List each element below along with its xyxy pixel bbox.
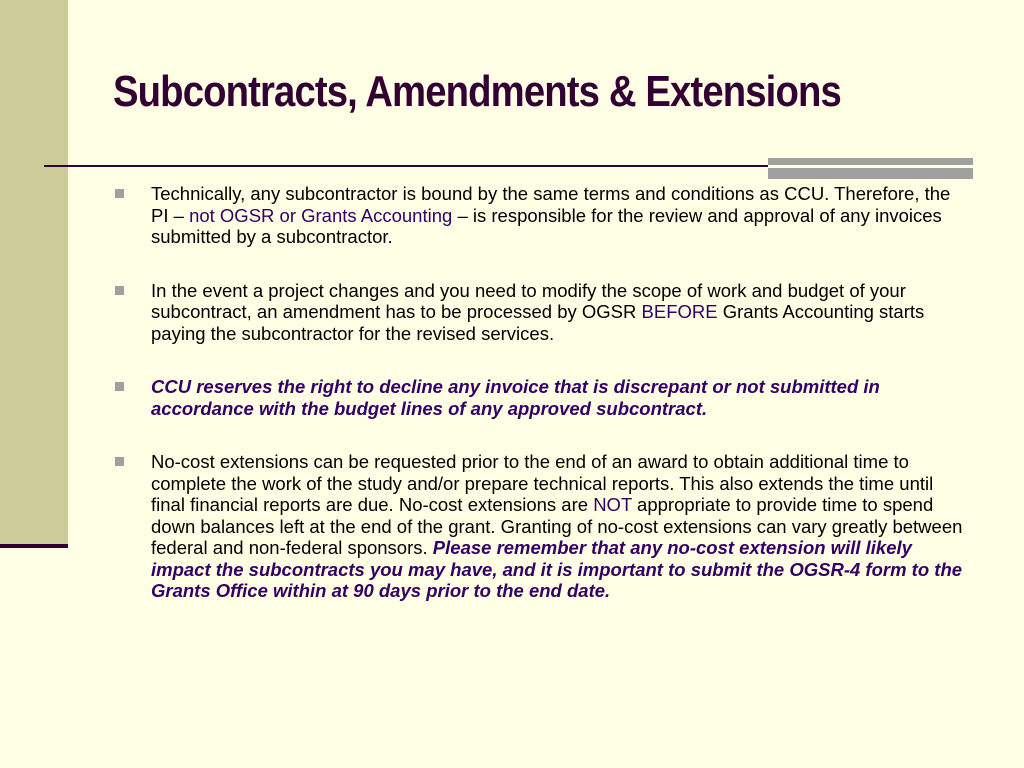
bullet-highlight: NOT — [593, 494, 632, 515]
bullet-item-no-cost-extensions — [113, 451, 963, 602]
bullet-item-amendment — [113, 280, 963, 345]
bullet-highlight: Please remember that any no-cost extension will likely impact the subcontracts you may have, and it is important to submit the OGSR-4 form to the Grants Office within at 90 days prior to the end date. — [151, 537, 963, 601]
bullet-highlight: not OGSR or Grants Accounting — [189, 204, 453, 226]
square-bullet-icon — [115, 286, 124, 295]
square-bullet-icon — [115, 457, 124, 466]
left-bar-underline — [0, 544, 68, 548]
bullet-text: Grants Accounting starts paying the subcontractor for the revised services. — [151, 301, 925, 344]
bullet-text: Technically, any subcontractor is bound by the same terms and conditions as CCU. Therefore, the PI – — [151, 183, 951, 226]
bullet-item-pi-responsibility — [113, 183, 963, 248]
bullet-highlight: BEFORE — [641, 301, 718, 322]
bullet-text: – is responsible for the review and approval of any invoices submitted by a subcontractor. — [151, 204, 942, 247]
bullet-text: No-cost extensions can be requested prior to the end of an award to obtain additional time to complete the work of the study and/or prepare technical reports. This also extends the time until final financial reports are due. No-cost extensions are — [151, 451, 934, 515]
square-bullet-icon — [115, 189, 124, 198]
title-divider-line — [44, 165, 768, 167]
bullet-text: In the event a project changes and you need to modify the scope of work and budget of your subcontract, an amendment has to be processed by OGSR — [151, 279, 906, 322]
square-bullet-icon — [115, 382, 124, 391]
bullet-list — [113, 183, 963, 634]
left-decorative-bar — [0, 0, 68, 544]
bullet-item-invoice-decline — [113, 376, 963, 419]
slide-title: Subcontracts, Amendments & Extensions — [113, 67, 841, 116]
bullet-text: appropriate to provide time to spend down balances left at the end of the grant. Granting of no-cost extensions can vary greatly between federal and non-federal sponsors. — [151, 494, 963, 558]
title-divider-block — [768, 158, 973, 179]
bullet-highlight: CCU reserves the right to decline any invoice that is discrepant or not submitted in accordance with the budget lines of any approved subcontract. — [151, 376, 880, 419]
